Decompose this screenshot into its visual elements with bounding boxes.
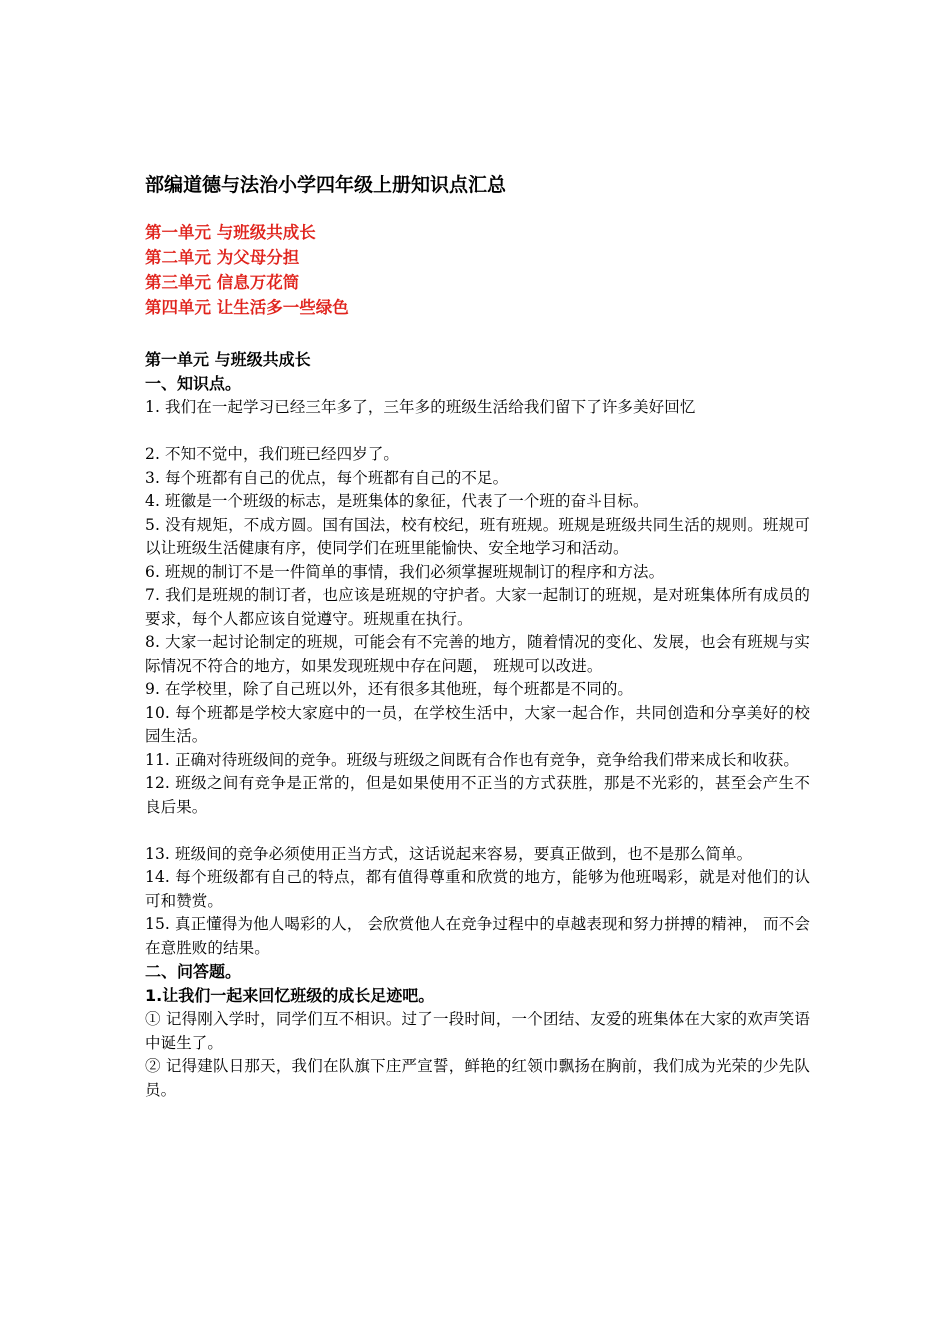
- toc-item-unit2[interactable]: 第二单元 为父母分担: [145, 248, 300, 267]
- toc-item-unit3[interactable]: 第三单元 信息万花筒: [145, 273, 300, 292]
- knowledge-point-10: 10. 每个班都是学校大家庭中的一员，在学校生活中，大家一起合作，共同创造和分享美好的校园生活。: [145, 703, 810, 745]
- question-1: 1.让我们一起来回忆班级的成长足迹吧。: [145, 986, 435, 1005]
- knowledge-point-11: 11. 正确对待班级间的竞争。班级与班级之间既有合作也有竞争，竞争给我们带来成长和收获。: [145, 750, 799, 769]
- knowledge-point-5: 5. 没有规矩，不成方圆。国有国法，校有校纪，班有班规。班规是班级共同生活的规则。班规可以让班级生活健康有序，使同学们在班里能愉快、安全地学习和活动。: [145, 515, 810, 557]
- document-title: 部编道德与法治小学四年级上册知识点汇总: [145, 174, 507, 196]
- knowledge-point-6: 6. 班规的制订不是一件简单的事情，我们必须掌握班规制订的程序和方法。: [145, 562, 665, 581]
- qa-heading: 二、问答题。: [145, 962, 242, 981]
- toc-item-unit4[interactable]: 第四单元 让生活多一些绿色: [145, 298, 349, 317]
- knowledge-point-8: 8. 大家一起讨论制定的班规，可能会有不完善的地方，随着情况的变化、发展，也会有班规与实际情况不符合的地方，如果发现班规中存在问题， 班规可以改进。: [145, 633, 810, 675]
- knowledge-point-12: 12. 班级之间有竞争是正常的，但是如果使用不正当的方式获胜，那是不光彩的，甚至会产生不良后果。: [145, 774, 810, 816]
- knowledge-point-7: 7. 我们是班规的制订者，也应该是班规的守护者。大家一起制订的班规，是对班集体所有成员的要求，每个人都应该自觉遵守。班规重在执行。: [145, 586, 810, 628]
- answer-2: ② 记得建队日那天，我们在队旗下庄严宣誓，鲜艳的红领巾飘扬在胸前，我们成为光荣的少先队员。: [145, 1057, 810, 1099]
- knowledge-point-13: 13. 班级间的竞争必须使用正当方式，这话说起来容易，要真正做到，也不是那么简单。: [145, 844, 753, 863]
- document-page: [145, 170, 810, 1102]
- knowledge-point-15: 15. 真正懂得为他人喝彩的人， 会欣赏他人在竞争过程中的卓越表现和努力拼搏的精神， 而不会在意胜败的结果。: [145, 915, 810, 957]
- table-of-contents: [145, 220, 810, 320]
- knowledge-point-1: 1. 我们在一起学习已经三年多了，三年多的班级生活给我们留下了许多美好回忆: [145, 398, 696, 416]
- answer-1: ① 记得刚入学时，同学们互不相识。过了一段时间，一个团结、友爱的班集体在大家的欢声笑语中诞生了。: [145, 1010, 810, 1052]
- knowledge-points-heading: 一、知识点。: [145, 374, 242, 393]
- knowledge-point-14: 14. 每个班级都有自己的特点，都有值得尊重和欣赏的地方，能够为他班喝彩，就是对他们的认可和赞赏。: [145, 868, 810, 910]
- knowledge-point-9: 9. 在学校里，除了自己班以外，还有很多其他班，每个班都是不同的。: [145, 680, 634, 698]
- toc-item-unit1[interactable]: 第一单元 与班级共成长: [145, 223, 316, 242]
- knowledge-point-2: 2. 不知不觉中，我们班已经四岁了。: [145, 445, 400, 463]
- knowledge-point-4: 4. 班徽是一个班级的标志，是班集体的象征，代表了一个班的奋斗目标。: [145, 492, 649, 510]
- unit1-heading: 第一单元 与班级共成长: [145, 350, 311, 369]
- knowledge-point-3: 3. 每个班都有自己的优点，每个班都有自己的不足。: [145, 468, 509, 487]
